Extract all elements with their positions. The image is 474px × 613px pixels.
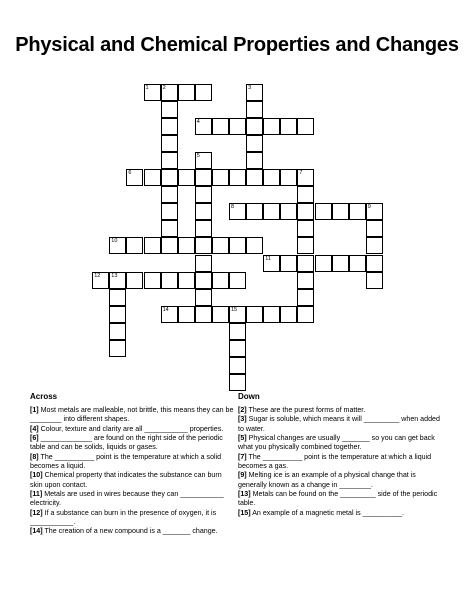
grid-cell[interactable] (109, 272, 126, 289)
clue-number: [7] (238, 452, 247, 461)
grid-cell[interactable] (195, 152, 212, 169)
grid-cell[interactable] (229, 340, 246, 357)
grid-cell[interactable] (144, 84, 161, 101)
grid-cell[interactable] (212, 118, 229, 135)
grid-cell[interactable] (229, 306, 246, 323)
clue-text: The __________ point is the temperature at which a solid becomes a liquid. (30, 452, 222, 471)
clue-text: Metals can be found on the _________ side of the periodic table. (238, 490, 438, 508)
clue-text: _____________ are found on the right side of the periodic table and can be solids, liquids or gases. (30, 434, 223, 452)
grid-cell[interactable] (332, 255, 349, 272)
grid-cell[interactable] (195, 84, 212, 101)
grid-cell[interactable] (161, 135, 178, 152)
across-clue (30, 434, 235, 453)
cell-number: 13 (111, 272, 118, 279)
cell-number: 2 (162, 84, 166, 91)
clue-number: [14] (30, 527, 43, 536)
grid-cell[interactable] (178, 306, 195, 323)
grid-cell[interactable] (263, 203, 280, 220)
grid-cell[interactable] (161, 84, 178, 101)
across-clue (30, 490, 235, 509)
down-clue (238, 490, 443, 509)
grid-cell[interactable] (195, 186, 212, 203)
grid-cell[interactable] (144, 169, 161, 186)
grid-cell[interactable] (161, 169, 178, 186)
grid-cell[interactable] (315, 255, 332, 272)
clue-number: [15] (238, 508, 251, 517)
grid-cell[interactable] (212, 272, 229, 289)
down-clue (238, 509, 443, 518)
grid-cell[interactable] (178, 169, 195, 186)
grid-cell[interactable] (297, 306, 314, 323)
clue-number: [6] (30, 434, 39, 443)
grid-cell[interactable] (126, 237, 143, 254)
grid-cell[interactable] (161, 118, 178, 135)
clue-text: The creation of a new compound is a _______ change. (42, 527, 218, 536)
grid-cell[interactable] (195, 118, 212, 135)
grid-cell[interactable] (263, 255, 280, 272)
grid-cell[interactable] (161, 152, 178, 169)
grid-cell[interactable] (229, 118, 246, 135)
grid-cell[interactable] (229, 237, 246, 254)
grid-cell[interactable] (144, 272, 161, 289)
grid-cell[interactable] (263, 306, 280, 323)
grid-cell[interactable] (280, 306, 297, 323)
grid-cell[interactable] (195, 237, 212, 254)
grid-cell[interactable] (195, 203, 212, 220)
cell-number: 7 (299, 170, 303, 176)
grid-cell[interactable] (349, 255, 366, 272)
clue-text: These are the purest forms of matter. (246, 406, 366, 414)
grid-cell[interactable] (297, 272, 314, 289)
across-heading: Across (30, 392, 58, 401)
grid-cell[interactable] (109, 306, 126, 323)
down-clue (238, 453, 443, 472)
across-clue (30, 471, 235, 490)
clue-number: [11] (30, 490, 43, 499)
across-clue (30, 406, 235, 425)
grid-cell[interactable] (161, 203, 178, 220)
grid-cell[interactable] (366, 220, 383, 237)
grid-cell[interactable] (229, 272, 246, 289)
down-clue (238, 415, 443, 434)
grid-cell[interactable] (161, 220, 178, 237)
cell-number: 3 (248, 84, 252, 91)
grid-cell[interactable] (297, 255, 314, 272)
grid-cell[interactable] (246, 84, 263, 101)
grid-cell[interactable] (332, 203, 349, 220)
clue-number: [13] (238, 490, 251, 499)
grid-cell[interactable] (195, 255, 212, 272)
cell-number: 4 (196, 118, 200, 125)
grid-cell[interactable] (212, 237, 229, 254)
clue-number: [3] (238, 415, 247, 424)
cell-number: 6 (128, 170, 132, 176)
cell-number: 5 (196, 152, 200, 159)
grid-cell[interactable] (229, 169, 246, 186)
grid-cell[interactable] (161, 101, 178, 118)
clue-number: [2] (238, 406, 247, 414)
grid-cell[interactable] (195, 289, 212, 306)
grid-cell[interactable] (92, 272, 109, 289)
across-clue (30, 425, 235, 434)
grid-cell[interactable] (144, 237, 161, 254)
clue-number: [4] (30, 424, 39, 433)
grid-cell[interactable] (366, 272, 383, 289)
grid-cell[interactable] (246, 169, 263, 186)
grid-cell[interactable] (280, 255, 297, 272)
grid-cell[interactable] (366, 255, 383, 272)
grid-cell[interactable] (280, 169, 297, 186)
grid-cell[interactable] (195, 306, 212, 323)
cell-number: 15 (231, 306, 238, 313)
cell-number: 8 (231, 204, 235, 211)
grid-cell[interactable] (297, 169, 314, 186)
grid-cell[interactable] (246, 152, 263, 169)
grid-cell[interactable] (195, 220, 212, 237)
cell-number: 9 (367, 204, 371, 211)
grid-cell[interactable] (263, 118, 280, 135)
grid-cell[interactable] (212, 169, 229, 186)
clue-number: [10] (30, 471, 43, 480)
grid-cell[interactable] (109, 289, 126, 306)
down-heading: Down (238, 392, 260, 401)
grid-cell[interactable] (178, 272, 195, 289)
clue-number: [5] (238, 434, 247, 443)
grid-cell[interactable] (246, 237, 263, 254)
grid-cell[interactable] (229, 323, 246, 340)
clue-number: [12] (30, 508, 43, 517)
across-clue (30, 509, 235, 528)
clue-text: Colour, texture and clarity are all ___________ properties. (38, 424, 224, 433)
grid-cell[interactable] (161, 237, 178, 254)
down-clues (238, 392, 443, 518)
clue-number: [9] (238, 471, 247, 480)
clue-text: If a substance can burn in the presence of oxygen, it is ___________. (30, 508, 217, 527)
grid-cell[interactable] (212, 306, 229, 323)
clue-text: Most metals are malleable, not brittle, this means they can be ________ into different shapes. (30, 406, 234, 424)
grid-cell[interactable] (297, 220, 314, 237)
across-clue (30, 527, 235, 536)
grid-cell[interactable] (315, 203, 332, 220)
grid-cell[interactable] (263, 169, 280, 186)
grid-cell[interactable] (366, 203, 383, 220)
grid-cell[interactable] (229, 374, 246, 391)
cell-number: 11 (265, 255, 271, 262)
grid-cell[interactable] (195, 169, 212, 186)
grid-cell[interactable] (195, 272, 212, 289)
clue-text: The __________ point is the temperature at which a liquid becomes a gas. (238, 452, 432, 471)
clue-text: Sugar is soluble, which means it will _________ when added to water. (238, 415, 440, 433)
clue-number: [8] (30, 452, 39, 461)
cell-number: 12 (94, 272, 101, 279)
grid-cell[interactable] (161, 306, 178, 323)
cell-number: 1 (145, 84, 149, 91)
grid-cell[interactable] (229, 357, 246, 374)
grid-cell[interactable] (366, 237, 383, 254)
grid-cell[interactable] (280, 118, 297, 135)
grid-cell[interactable] (246, 101, 263, 118)
down-clue (238, 471, 443, 490)
grid-cell[interactable] (246, 203, 263, 220)
across-clue (30, 453, 235, 472)
grid-cell[interactable] (246, 135, 263, 152)
grid-cell[interactable] (246, 306, 263, 323)
grid-cell[interactable] (178, 84, 195, 101)
grid-cell[interactable] (109, 340, 126, 357)
clue-number: [1] (30, 406, 39, 414)
grid-cell[interactable] (246, 118, 263, 135)
down-clue (238, 434, 443, 453)
across-clues (30, 392, 235, 537)
grid-cell[interactable] (126, 272, 143, 289)
grid-cell[interactable] (297, 186, 314, 203)
clue-text: Physical changes are usually _______ so you can get back what you physically combined together. (238, 434, 435, 452)
grid-cell[interactable] (109, 323, 126, 340)
clue-text: An example of a magnetic metal is __________. (250, 508, 405, 517)
puzzle-title: Physical and Chemical Properties and Changes (15, 34, 459, 56)
grid-cell[interactable] (126, 169, 143, 186)
grid-cell[interactable] (349, 203, 366, 220)
grid-cell[interactable] (178, 237, 195, 254)
clue-text: Chemical property that indicates the substance can burn skin upon contact. (30, 471, 222, 489)
grid-cell[interactable] (161, 272, 178, 289)
grid-cell[interactable] (109, 237, 126, 254)
grid-cell[interactable] (297, 289, 314, 306)
grid-cell[interactable] (280, 203, 297, 220)
grid-cell[interactable] (297, 237, 314, 254)
clue-text: Melting ice is an example of a physical change that is generally known as a change in ________. (238, 471, 416, 489)
cell-number: 14 (162, 306, 169, 313)
grid-cell[interactable] (297, 203, 314, 220)
down-clue (238, 406, 443, 415)
grid-cell[interactable] (161, 186, 178, 203)
grid-cell[interactable] (297, 118, 314, 135)
clue-text: Metals are used in wires because they can ___________ electricity. (30, 490, 224, 508)
cell-number: 10 (111, 238, 118, 245)
grid-cell[interactable] (229, 203, 246, 220)
